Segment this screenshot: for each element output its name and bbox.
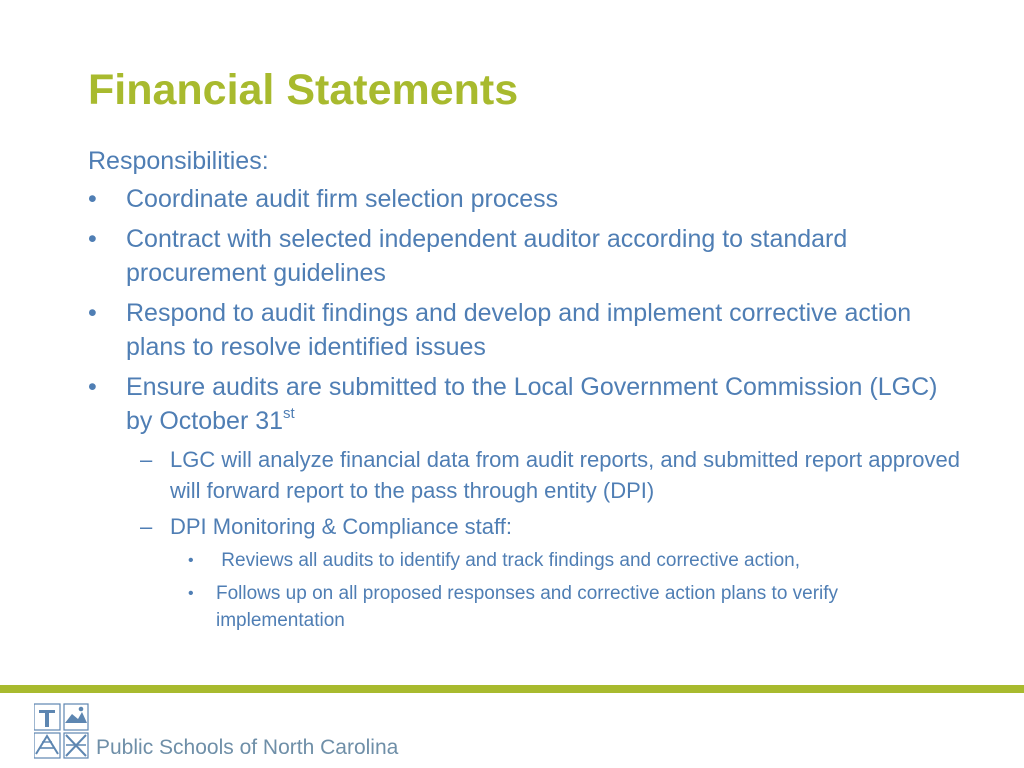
small-bullet-marker: • [188,585,194,602]
bullet-item [88,222,968,290]
bullet-text: Contract with selected independent auditor according to standard procurement guidelines [126,225,848,287]
sub-sub-bullet-item [188,547,968,574]
bullet-text: Coordinate audit firm selection process [126,185,559,213]
ordinal-superscript: st [283,405,295,422]
sub-sub-bullet-text: Follows up on all proposed responses and corrective action plans to verify implementation [216,583,839,631]
sub-bullet-text: LGC will analyze financial data from audit reports, and submitted report approved will forward report to the pass through entity (DPI) [170,447,960,503]
bullet-marker: • [88,225,97,253]
footer-divider [0,685,1024,693]
sub-sub-bullet-text: Reviews all audits to identify and track findings and corrective action, [216,550,801,571]
sub-bullet-text: DPI Monitoring & Compliance staff: [170,514,512,539]
sub-bullet-item [140,511,968,542]
organization-name: Public Schools of North Carolina [96,736,399,759]
slide-content [88,144,968,640]
sub-bullet-item [140,444,968,506]
dash-marker: – [140,514,153,539]
bullet-text [126,373,937,435]
bullet-text-main: Ensure audits are submitted to the Local Government Commission (LGC) by October 31 [126,373,938,435]
public-schools-nc-logo-icon [34,702,90,760]
responsibilities-heading: Responsibilities: [88,147,269,175]
dash-marker: – [140,447,153,472]
bullet-item [88,296,968,364]
bullet-item [88,370,968,438]
small-bullet-marker: • [188,552,194,569]
slide-title: Financial Statements [88,66,519,114]
bullet-marker: • [88,299,97,327]
sub-sub-bullet-item [188,580,968,634]
bullet-marker: • [88,185,97,213]
bullet-text: Respond to audit findings and develop and implement corrective action plans to resolve identified issues [126,299,912,361]
bullet-marker: • [88,373,97,401]
bullet-item [88,182,968,216]
